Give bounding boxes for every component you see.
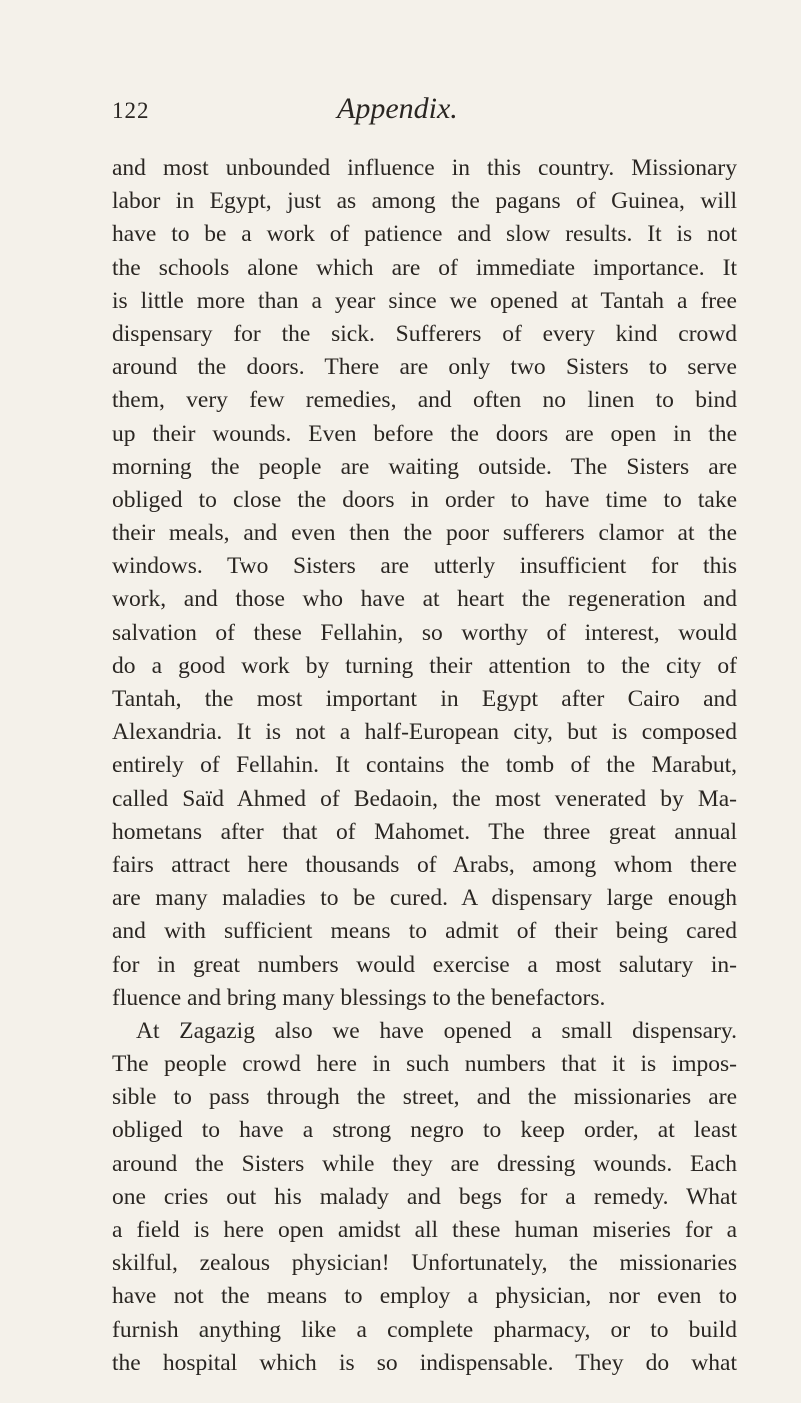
body-text [112, 152, 737, 1380]
text-line: At Zagazig also we have opened a small dispensary. [136, 1017, 737, 1044]
text-line: one cries out his malady and begs for a remedy. What [112, 1183, 737, 1210]
text-line: windows. Two Sisters are utterly insufficient for this [112, 553, 737, 580]
text-line: them, very few remedies, and often no linen to bind [112, 387, 737, 414]
text-line: have not the means to employ a physician, nor even to [112, 1283, 737, 1310]
text-line: do a good work by turning their attention to the city of [112, 652, 737, 679]
text-line: Alexandria. It is not a half-European city, but is composed [112, 719, 737, 746]
text-line: around the doors. There are only two Sisters to serve [112, 354, 737, 381]
text-line: hometans after that of Mahomet. The three great annual [112, 818, 737, 845]
text-line: the hospital which is so indispensable. They do what [112, 1349, 737, 1376]
text-line: a field is here open amidst all these human miseries for a [112, 1217, 737, 1243]
text-line: the schools alone which are of immediate importance. It [112, 254, 737, 281]
page-number: 122 [112, 98, 150, 123]
text-line: obliged to close the doors in order to have time to take [112, 486, 737, 513]
text-line: obliged to have a strong negro to keep order, at least [112, 1117, 737, 1144]
text-line: for in great numbers would exercise a most salutary in- [112, 951, 737, 978]
text-line: sible to pass through the street, and the missionaries are [112, 1084, 737, 1111]
text-line: labor in Egypt, just as among the pagans of Guinea, will [112, 188, 737, 215]
text-line: fairs attract here thousands of Arabs, among whom there [112, 851, 737, 878]
text-line: entirely of Fellahin. It contains the tomb of the Marabut, [112, 752, 737, 779]
text-line: dispensary for the sick. Sufferers of every kind crowd [112, 320, 737, 347]
text-line: and with sufficient means to admit of their being cared [112, 918, 737, 945]
page-header [112, 92, 712, 132]
text-line: their meals, and even then the poor sufferers clamor at the [112, 520, 737, 547]
text-line: called Saïd Ahmed of Bedaoin, the most venerated by Ma- [112, 785, 737, 812]
text-line: salvation of these Fellahin, so worthy of interest, would [112, 619, 737, 646]
text-line: morning the people are waiting outside. The Sisters are [112, 453, 737, 480]
text-line: furnish anything like a complete pharmacy, or to build [112, 1316, 737, 1343]
text-line: is little more than a year since we opened at Tantah a free [112, 287, 737, 314]
text-line: and most unbounded influence in this country. Missionary [112, 155, 737, 181]
text-line: around the Sisters while they are dressing wounds. Each [112, 1150, 737, 1177]
running-head: Appendix. [337, 92, 458, 125]
text-line: The people crowd here in such numbers that it is impos- [112, 1051, 737, 1078]
text-line: up their wounds. Even before the doors are open in the [112, 420, 737, 447]
text-line: work, and those who have at heart the regeneration and [112, 586, 737, 613]
text-line: have to be a work of patience and slow results. It is not [112, 221, 737, 248]
text-line: are many maladies to be cured. A dispensary large enough [112, 885, 737, 912]
text-line: skilful, zealous physician! Unfortunately, the missionaries [112, 1250, 737, 1277]
text-line: Tantah, the most important in Egypt after Cairo and [112, 686, 737, 712]
text-line: fluence and bring many blessings to the benefactors. [112, 984, 606, 1011]
